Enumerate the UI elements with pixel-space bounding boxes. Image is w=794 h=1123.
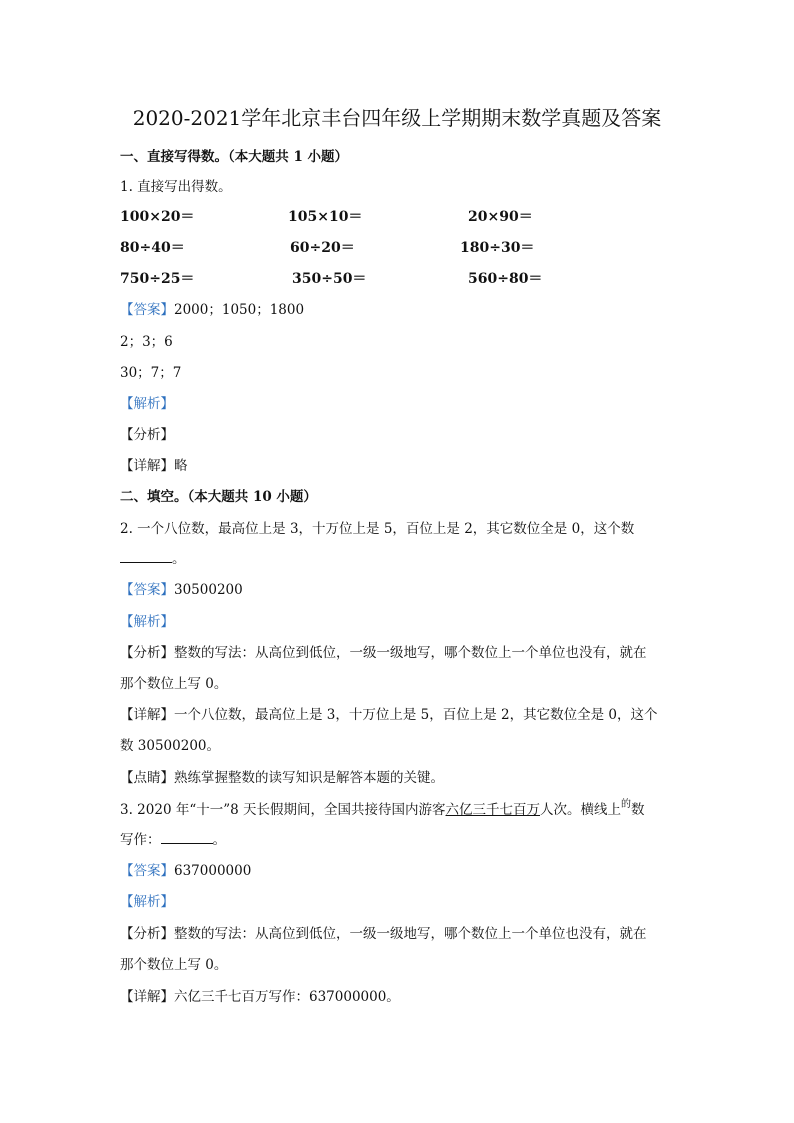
punctuation: 。 [212, 832, 226, 848]
answer-2-value: 30500200 [174, 582, 243, 598]
xiangjie-tag: 【详解】 [120, 458, 174, 474]
answer-1-values: 2000；1050；1800 [174, 302, 305, 318]
answer-blank [161, 830, 213, 844]
dianjing-text: 熟练掌握整数的读写知识是解答本题的关键。 [174, 770, 444, 786]
calc-item: 350÷50＝ [292, 271, 367, 287]
xiangjie-tag: 【详解】 [120, 707, 174, 723]
underlined-number: 六亿三千七百万 [445, 802, 541, 818]
xiangjie-text: 略 [174, 458, 188, 474]
jiexi-tag: 【解析】 [120, 396, 174, 412]
question-3-line-2 [120, 830, 226, 850]
calc-item: 80÷40＝ [120, 240, 185, 256]
fenxi-tag: 【分析】 [120, 645, 174, 661]
question-3-text: 3. 2020 年“十一”8 天长假期间，全国共接待国内游客 [120, 802, 446, 818]
calc-item: 560÷80＝ [468, 271, 543, 287]
xiangjie-tag: 【详解】 [120, 989, 174, 1005]
question-2-line-2 [120, 549, 186, 569]
dianjing-line [120, 768, 444, 788]
answer-blank [120, 549, 172, 563]
xiangjie-2-line-1 [120, 705, 658, 725]
calc-item: 20×90＝ [468, 209, 533, 225]
section-2-heading: 二、填空。（本大题共 10 小题） [120, 489, 317, 505]
answer-1-line [120, 300, 304, 320]
question-3-text-3: 数 [631, 802, 645, 818]
section-1-heading: 一、直接写得数。（本大题共 1 小题） [120, 149, 349, 165]
fenxi-3-line-1 [120, 924, 647, 944]
answer-3-value: 637000000 [174, 863, 252, 879]
dianjing-tag: 【点睛】 [120, 770, 174, 786]
xiangjie-line [120, 456, 188, 476]
calc-item: 60÷20＝ [290, 240, 355, 256]
calc-item: 100×20＝ [120, 209, 195, 225]
punctuation: 。 [172, 551, 186, 567]
question-3-prompt: 写作： [120, 832, 161, 848]
calc-item: 750÷25＝ [120, 271, 195, 287]
answer-2-line [120, 580, 243, 600]
fenxi-tag: 【分析】 [120, 427, 174, 443]
document-title: 2020-2021学年北京丰台四年级上学期期末数学真题及答案 [132, 106, 662, 130]
calc-item: 180÷30＝ [460, 240, 535, 256]
xiangjie-text: 一个八位数，最高位上是 3，十万位上是 5，百位上是 2，其它数位全是 0，这个 [174, 707, 658, 723]
xiangjie-2-line-2: 数 30500200。 [120, 738, 221, 754]
fenxi-2-line-1 [120, 643, 647, 663]
question-3-text-2: 人次。横线上 [540, 802, 622, 818]
answer-1-line-2: 2；3；6 [120, 334, 173, 350]
fenxi-text: 整数的写法：从高位到低位，一级一级地写，哪个数位上一个单位也没有，就在 [174, 645, 647, 661]
fenxi-tag: 【分析】 [120, 926, 174, 942]
calc-item: 105×10＝ [288, 209, 363, 225]
answer-3-line [120, 861, 251, 881]
answer-1-line-3: 30；7；7 [120, 365, 182, 381]
question-2-line-1: 2. 一个八位数，最高位上是 3，十万位上是 5，百位上是 2，其它数位全是 0，这个数 [120, 521, 635, 537]
fenxi-3-line-2: 那个数位上写 0。 [120, 957, 228, 973]
answer-tag: 【答案】 [120, 302, 174, 318]
fenxi-text: 整数的写法：从高位到低位，一级一级地写，哪个数位上一个单位也没有，就在 [174, 926, 647, 942]
answer-tag: 【答案】 [120, 582, 174, 598]
jiexi-tag: 【解析】 [120, 614, 174, 630]
answer-tag: 【答案】 [120, 863, 174, 879]
xiangjie-3-line [120, 987, 400, 1007]
fenxi-2-line-2: 那个数位上写 0。 [120, 676, 228, 692]
superscript-char: 的 [621, 799, 632, 810]
question-1-text: 1. 直接写出得数。 [120, 179, 232, 195]
jiexi-tag: 【解析】 [120, 894, 174, 910]
question-3-line-1 [120, 800, 645, 822]
xiangjie-text: 六亿三千七百万写作：637000000。 [174, 989, 400, 1005]
